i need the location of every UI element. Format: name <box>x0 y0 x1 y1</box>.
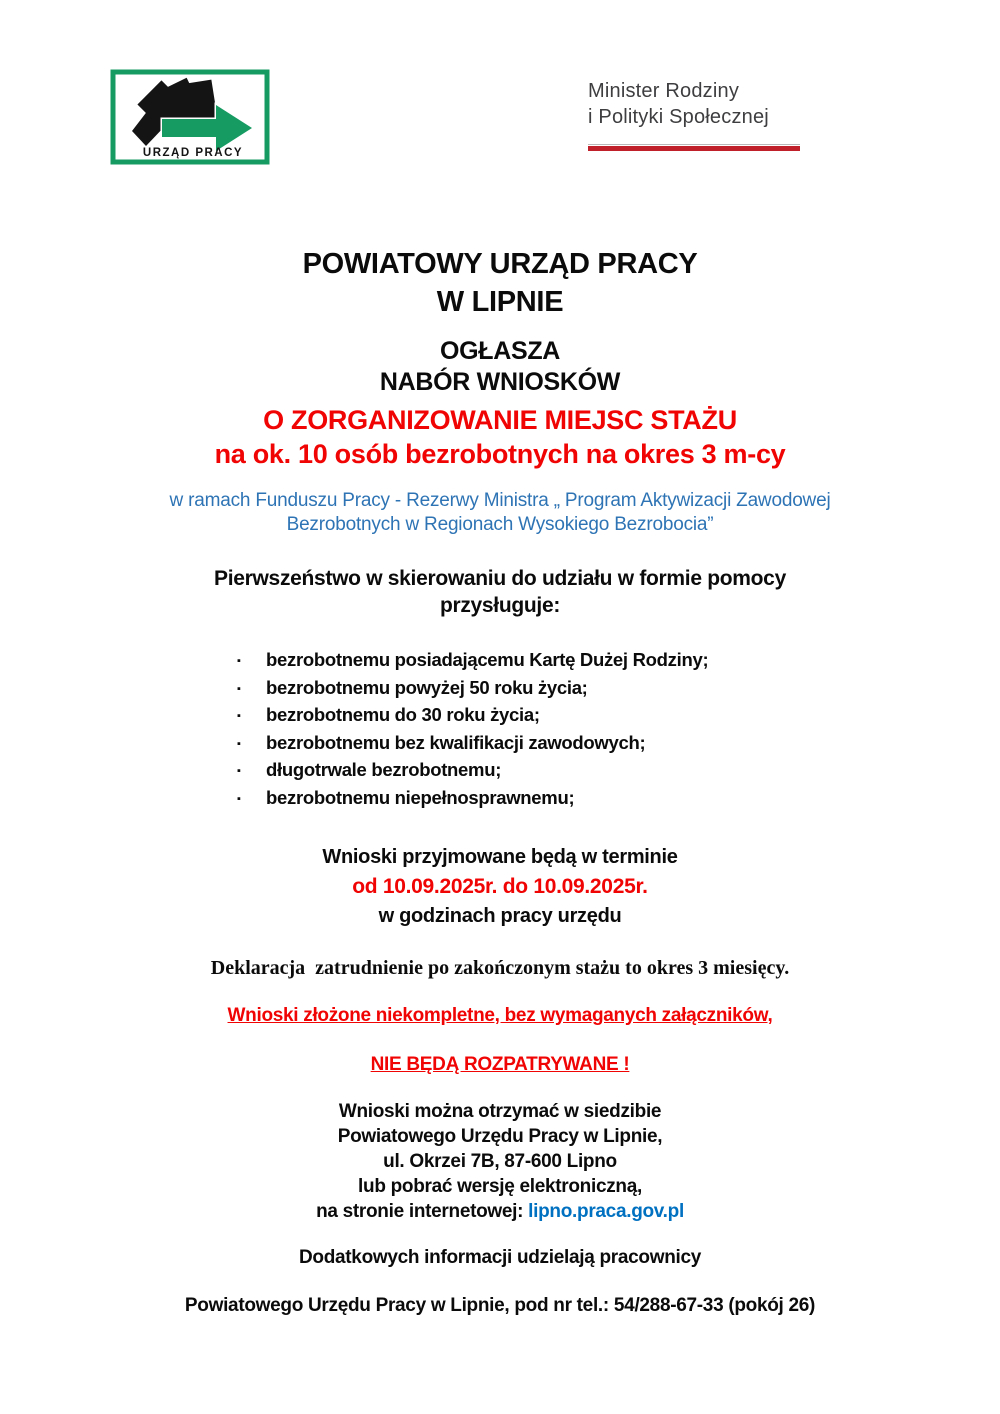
warning-line2 <box>0 1054 1000 1076</box>
ministry-name-line1: Minister Rodziny <box>588 80 740 102</box>
priority-heading-line2: przysługuje: <box>439 594 561 617</box>
list-item <box>237 676 1000 704</box>
funding-note-line1: w ramach Funduszu Pracy - Rezerwy Ministra „ Program Aktywizacji Zawodowej <box>169 490 831 511</box>
square-bullet-icon: ▪ <box>237 737 241 750</box>
urzad-pracy-logo-icon <box>110 69 270 165</box>
ministry-logo <box>588 78 800 151</box>
availability-line1: Wnioski można otrzymać w siedzibie <box>338 1101 662 1122</box>
square-bullet-icon: ▪ <box>237 792 241 805</box>
list-item <box>237 758 1000 786</box>
contact-phone-line: Powiatowego Urzędu Pracy w Lipnie, pod nr tel.: 54/288-67-33 (pokój 26) <box>184 1295 816 1316</box>
availability-line4: lub pobrać wersję elektroniczną, <box>358 1176 642 1197</box>
list-item <box>237 786 1000 814</box>
deadline-block <box>0 843 1000 931</box>
funding-source-note <box>0 489 1000 537</box>
availability-line3: ul. Okrzei 7B, 87-600 Lipno <box>383 1151 617 1172</box>
warning-line1-text: Wnioski złożone niekompletne, bez wymaganych załączników, <box>227 1005 773 1026</box>
list-item-text: bezrobotnemu do 30 roku życia; <box>266 704 540 725</box>
list-item <box>237 703 1000 731</box>
priority-list <box>237 648 1000 813</box>
list-item <box>237 648 1000 676</box>
availability-line2: Powiatowego Urzędu Pracy w Lipnie, <box>337 1126 663 1147</box>
declaration-note: Deklaracja zatrudnienie po zakończonym stażu to okres 3 miesięcy. <box>210 957 790 979</box>
list-item-text: bezrobotnemu powyżej 50 roku życia; <box>266 676 588 698</box>
page-title <box>0 245 1000 321</box>
square-bullet-icon: ▪ <box>237 710 241 722</box>
pup-logo-label: URZĄD PRACY <box>142 147 244 159</box>
list-item-text: bezrobotnemu bez kwalifikacji zawodowych; <box>266 731 646 753</box>
availability-line5 <box>0 1199 1000 1224</box>
red-heading-line2: na ok. 10 osób bezrobotnych na okres 3 m-cy <box>214 439 786 469</box>
list-item-text: bezrobotnemu posiadającemu Kartę Dużej Rodziny; <box>266 649 709 670</box>
announcement-heading <box>0 336 1000 398</box>
red-subject-heading <box>0 403 1000 471</box>
ministry-underline <box>588 144 800 151</box>
priority-heading-line1: Pierwszeństwo w skierowaniu do udziału w formie pomocy <box>214 567 786 590</box>
deadline-hours: w godzinach pracy urzędu <box>378 905 622 927</box>
square-bullet-icon: ▪ <box>237 765 241 777</box>
title-line1: POWIATOWY URZĄD PRACY <box>302 248 698 280</box>
website-label: na stronie internetowej: <box>316 1201 529 1222</box>
availability-block <box>0 1099 1000 1224</box>
list-item-text: długotrwale bezrobotnemu; <box>266 759 502 780</box>
contact-intro: Dodatkowych informacji udzielają pracownicy <box>298 1247 702 1268</box>
title-line2: W LIPNIE <box>436 286 564 318</box>
announce-line2: NABÓR WNIOSKÓW <box>379 368 621 396</box>
ministry-name-line2: i Polityki Społecznej <box>588 106 769 128</box>
priority-heading <box>0 565 1000 619</box>
list-item-text: bezrobotnemu niepełnosprawnemu; <box>266 786 575 808</box>
square-bullet-icon: ▪ <box>237 655 241 667</box>
square-bullet-icon: ▪ <box>237 682 241 695</box>
warning-line1 <box>0 1005 1000 1027</box>
red-heading-line1: O ZORGANIZOWANIE MIEJSC STAŻU <box>263 405 737 435</box>
list-item <box>237 731 1000 759</box>
warning-line2-text: NIE BĘDĄ ROZPATRYWANE ! <box>370 1054 630 1075</box>
website-link[interactable]: lipno.praca.gov.pl <box>528 1201 684 1222</box>
document-body <box>0 168 1000 1318</box>
announce-line1: OGŁASZA <box>439 337 561 365</box>
deadline-intro: Wnioski przyjmowane będą w terminie <box>322 846 678 868</box>
funding-note-line2: Bezrobotnych w Regionach Wysokiego Bezrobocia” <box>286 514 714 535</box>
deadline-dates: od 10.09.2025r. do 10.09.2025r. <box>352 875 648 898</box>
